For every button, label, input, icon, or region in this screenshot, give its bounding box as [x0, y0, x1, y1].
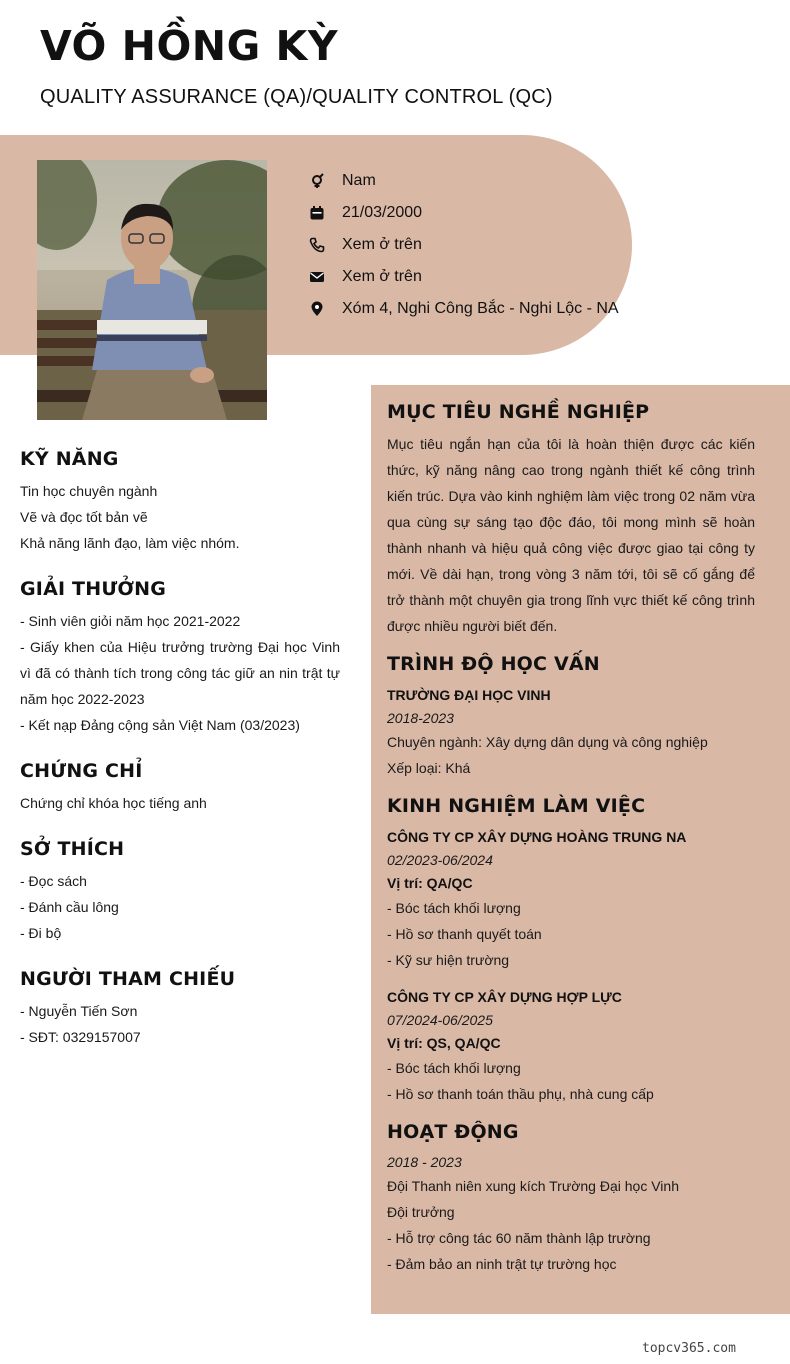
hobbies-heading: SỞ THÍCH: [20, 838, 125, 860]
activity-item: - Hỗ trợ công tác 60 năm thành lập trường: [387, 1230, 651, 1246]
email-value: Xem ở trên: [342, 268, 422, 285]
references-section: [20, 968, 340, 1050]
gender-value: Nam: [342, 172, 376, 189]
address-row: [308, 293, 619, 325]
right-column: [371, 385, 790, 1314]
objective-text: Mục tiêu ngắn hạn của tôi là hoàn thiện được các kiến thức, kỹ năng nâng cao trong ngành thiết kế công trình kiến trúc. Dựa vào kinh nghiệm làm việc trong 02 năm vừa qua cùng sự sáng tạo độc đáo, tôi mong mình sẽ hoàn thành nhanh và hiệu quả công việc được giao tại công ty mới. Về dài hạn, trong vòng 3 năm tới, tôi sẽ cố gắng để trở thành một chuyên gia trong lĩnh vực thiết kế công trình được nhiều người biết đến.: [387, 436, 755, 634]
activities-section: [387, 1121, 755, 1277]
hobbies-section: [20, 838, 340, 946]
job-company: CÔNG TY CP XÂY DỰNG HỢP LỰC: [387, 989, 622, 1005]
job-title: QUALITY ASSURANCE (QA)/QUALITY CONTROL (QC): [40, 86, 553, 108]
education-heading: TRÌNH ĐỘ HỌC VẤN: [387, 653, 600, 675]
job-task: - Bóc tách khối lượng: [387, 1060, 521, 1076]
award-item: - Kết nạp Đảng cộng sản Việt Nam (03/2023): [20, 717, 300, 733]
education-period: 2018-2023: [387, 710, 454, 726]
award-item: - Giấy khen của Hiệu trưởng trường Đại học Vinh vì đã có thành tích trong công tác giữ an nin trật tự năm học 2022-2023: [20, 639, 340, 707]
certificate-item: Chứng chỉ khóa học tiếng anh: [20, 795, 207, 811]
birthday-row: [308, 197, 619, 229]
objective-heading: MỤC TIÊU NGHỀ NGHIỆP: [387, 401, 650, 423]
job-entry: [387, 825, 755, 973]
activity-role: Đội trưởng: [387, 1204, 455, 1220]
hobby-item: - Đọc sách: [20, 873, 87, 889]
job-period: 02/2023-06/2024: [387, 852, 493, 868]
education-grade: Xếp loại: Khá: [387, 760, 471, 776]
phone-icon: [308, 236, 326, 254]
job-period: 07/2024-06/2025: [387, 1012, 493, 1028]
job-position: Vị trí: QA/QC: [387, 875, 473, 891]
skill-item: Vẽ và đọc tốt bản vẽ: [20, 509, 148, 525]
left-column: [20, 448, 340, 1072]
job-position: Vị trí: QS, QA/QC: [387, 1035, 501, 1051]
job-entry: [387, 985, 755, 1107]
objective-section: [387, 401, 755, 639]
activity-org: Đội Thanh niên xung kích Trường Đại học Vinh: [387, 1178, 679, 1194]
watermark: topcv365.com: [642, 1341, 736, 1356]
education-section: [387, 653, 755, 781]
name: VÕ HỒNG KỲ: [40, 22, 339, 70]
birthday-value: 21/03/2000: [342, 204, 423, 221]
job-task: - Hồ sơ thanh quyết toán: [387, 926, 542, 942]
activity-item: - Đảm bảo an ninh trật tự trường học: [387, 1256, 617, 1272]
contact-info: [308, 165, 619, 325]
calendar-icon: [308, 204, 326, 222]
award-item: - Sinh viên giỏi năm học 2021-2022: [20, 613, 241, 629]
skill-item: Khả năng lãnh đạo, làm việc nhóm.: [20, 535, 240, 551]
phone-value: Xem ở trên: [342, 236, 422, 253]
education-major: Chuyên ngành: Xây dựng dân dụng và công nghiệp: [387, 734, 708, 750]
school-name: TRƯỜNG ĐẠI HỌC VINH: [387, 687, 551, 703]
skills-heading: KỸ NĂNG: [20, 448, 119, 470]
awards-heading: GIẢI THƯỞNG: [20, 578, 167, 600]
skills-section: [20, 448, 340, 556]
hobby-item: - Đánh cầu lông: [20, 899, 119, 915]
gender-icon: [308, 172, 326, 190]
phone-row: [308, 229, 619, 261]
envelope-icon: [308, 268, 326, 286]
certificates-heading: CHỨNG CHỈ: [20, 760, 143, 782]
job-company: CÔNG TY CP XÂY DỰNG HOÀNG TRUNG NA: [387, 829, 687, 845]
reference-item: - SĐT: 0329157007: [20, 1029, 141, 1045]
experience-section: [387, 795, 755, 1107]
certificates-section: [20, 760, 340, 816]
job-task: - Bóc tách khối lượng: [387, 900, 521, 916]
email-row: [308, 261, 619, 293]
activities-heading: HOẠT ĐỘNG: [387, 1121, 519, 1143]
address-value: Xóm 4, Nghi Công Bắc - Nghi Lộc - NA: [342, 300, 619, 317]
job-task: - Kỹ sư hiện trường: [387, 952, 510, 968]
reference-item: - Nguyễn Tiến Sơn: [20, 1003, 138, 1019]
experience-heading: KINH NGHIỆM LÀM VIỆC: [387, 795, 646, 817]
location-pin-icon: [308, 300, 326, 318]
activity-period: 2018 - 2023: [387, 1154, 462, 1170]
skill-item: Tin học chuyên ngành: [20, 483, 158, 499]
awards-section: [20, 578, 340, 738]
profile-photo: [37, 160, 267, 420]
gender-row: [308, 165, 619, 197]
hobby-item: - Đi bộ: [20, 925, 62, 941]
references-heading: NGƯỜI THAM CHIẾU: [20, 968, 236, 990]
job-task: - Hồ sơ thanh toán thầu phụ, nhà cung cấp: [387, 1086, 654, 1102]
